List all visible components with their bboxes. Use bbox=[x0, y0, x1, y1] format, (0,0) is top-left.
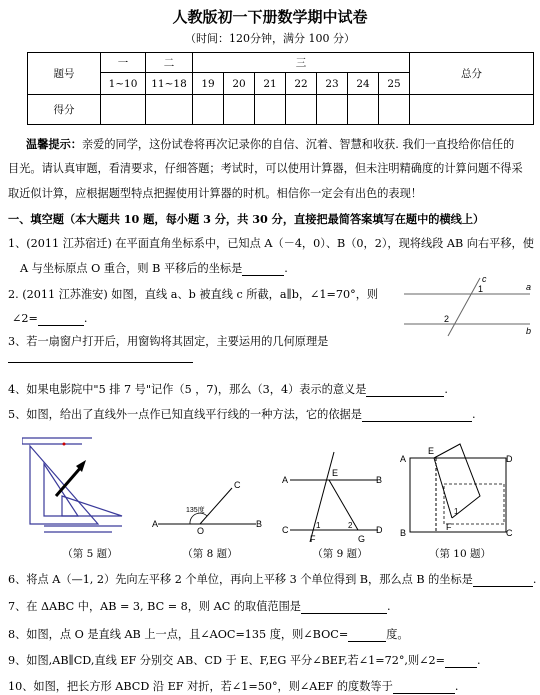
answer-blank-6[interactable] bbox=[473, 574, 533, 587]
label-C: C bbox=[506, 528, 513, 538]
row-label-number: 题号 bbox=[28, 53, 101, 95]
label-b: b bbox=[526, 326, 532, 336]
label-O: O bbox=[197, 526, 205, 534]
label-angle-1: 1 bbox=[478, 284, 484, 294]
answer-blank-1[interactable] bbox=[242, 263, 284, 276]
label-A: A bbox=[282, 475, 289, 485]
question-1-text: A 与坐标原点 O 重合，则 B 平移后的坐标是 bbox=[20, 262, 243, 275]
row-label-score: 得分 bbox=[28, 95, 101, 125]
label-A: A bbox=[152, 519, 159, 529]
score-cell[interactable] bbox=[286, 95, 317, 125]
label-E: E bbox=[428, 446, 435, 456]
label-D: D bbox=[506, 454, 513, 464]
question-8-end: 度。 bbox=[386, 628, 409, 641]
answer-blank-7[interactable] bbox=[301, 601, 387, 614]
section-heading: 一、填空题（本大题共 10 题，每小题 3 分，共 30 分，直接把最简答案填写在题中的横线上） bbox=[8, 212, 485, 226]
label-F: F bbox=[446, 522, 452, 532]
label-c: c bbox=[482, 276, 487, 284]
score-cell[interactable] bbox=[146, 95, 193, 125]
label-C: C bbox=[282, 525, 289, 535]
score-cell[interactable] bbox=[379, 95, 410, 125]
question-cell: 20 bbox=[224, 73, 255, 95]
score-cell[interactable] bbox=[101, 95, 146, 125]
figure-q8 bbox=[152, 478, 264, 534]
question-cell: 25 bbox=[379, 73, 410, 95]
question-1-line-1: 1、(2011 江苏宿迁) 在平面直角坐标系中，已知点 A（－4，0）、B（0，2），现将线段 AB 向右平移，使 bbox=[8, 237, 534, 250]
figure-q5 bbox=[22, 436, 140, 538]
label-F: F bbox=[310, 534, 316, 542]
answer-blank-10[interactable] bbox=[393, 681, 455, 694]
question-9-text: 9、如图,AB∥CD,直线 EF 分别交 AB、CD 于 E、F,EG 平分∠BEF,若∠1=72°,则∠2= bbox=[8, 654, 446, 667]
answer-blank-9[interactable] bbox=[445, 655, 477, 668]
question-5-text: 5、如图，给出了直线外一点作已知直线平行线的一种方法，它的依据是 bbox=[8, 408, 362, 421]
label-A: A bbox=[400, 454, 407, 464]
question-cell: 19 bbox=[193, 73, 224, 95]
label-angle-2: 2 bbox=[348, 521, 353, 530]
answer-blank-2[interactable] bbox=[38, 313, 84, 326]
label-angle-2: 2 bbox=[444, 314, 450, 324]
question-10-text: 10、如图，把长方形 ABCD 沿 EF 对折，若∠1=50°，则∠AEF 的度数等于 bbox=[8, 680, 393, 693]
tip-line-2: 目光。请认真审题，看清要求，仔细答题；考试时，可以使用计算器，但未注明精确度的计算问题不得采 bbox=[8, 162, 523, 175]
question-9-line: 9、如图,AB∥CD,直线 EF 分别交 AB、CD 于 E、F,EG 平分∠BEF,若∠1=72°,则∠2= . bbox=[8, 654, 481, 667]
fold-line-ef bbox=[434, 458, 452, 518]
question-cell: 23 bbox=[317, 73, 348, 95]
label-E: E bbox=[332, 468, 339, 478]
label-angle-1: 1 bbox=[454, 507, 459, 516]
page-title: 人教版初一下册数学期中试卷 bbox=[172, 8, 368, 26]
caption-figure-10: （第 10 题） bbox=[428, 548, 492, 560]
range-cell: 1~10 bbox=[101, 73, 146, 95]
score-cell[interactable] bbox=[410, 95, 534, 125]
answer-blank-4[interactable] bbox=[366, 384, 444, 397]
question-7-text: 7、在 ΔABC 中，AB = 3, BC = 8，则 AC 的取值范围是 bbox=[8, 600, 301, 613]
question-2-line-2: ∠2= . bbox=[12, 312, 88, 325]
label-135: 135度 bbox=[186, 507, 205, 514]
figure-q2 bbox=[398, 276, 538, 338]
question-cell: 22 bbox=[286, 73, 317, 95]
tip-line-1 bbox=[26, 137, 514, 152]
question-cell: 24 bbox=[348, 73, 379, 95]
question-10-line: 10、如图，把长方形 ABCD 沿 EF 对折，若∠1=50°，则∠AEF 的度数等于 . bbox=[8, 680, 459, 693]
group-three-header: 三 bbox=[193, 53, 410, 73]
caption-figure-5: （第 5 题） bbox=[62, 548, 118, 560]
question-8-text: 8、如图，点 O 是直线 AB 上一点，且∠AOC=135 度，则∠BOC= bbox=[8, 628, 349, 641]
question-6-text: 6、将点 A（—1, 2）先向左平移 2 个单位，再向上平移 3 个单位得到 B，那么点 B 的坐标是 bbox=[8, 573, 473, 586]
tip-label: 温馨提示： bbox=[26, 137, 82, 151]
caption-figure-9: （第 9 题） bbox=[312, 548, 368, 560]
ray-oc bbox=[200, 488, 232, 524]
question-8-line bbox=[8, 628, 409, 642]
exam-info: （时间：120分钟，满分 100 分） bbox=[185, 32, 355, 45]
label-angle-1: 1 bbox=[316, 521, 321, 530]
question-2-line-1: 2. (2011 江苏淮安) 如图，直线 a、b 被直线 c 所截，a∥b，∠1=70°，则 bbox=[8, 288, 379, 301]
question-4-line: 4、如果电影院中"5 排 7 号"记作（5 ，7)，那么（3，4）表示的意义是 . bbox=[8, 383, 448, 396]
rectangle-abcd bbox=[410, 458, 506, 532]
answer-blank-3[interactable] bbox=[8, 362, 193, 363]
score-table bbox=[27, 52, 534, 125]
line-c bbox=[448, 278, 480, 336]
question-7-line: 7、在 ΔABC 中，AB = 3, BC = 8，则 AC 的取值范围是 . bbox=[8, 600, 391, 613]
score-cell[interactable] bbox=[348, 95, 379, 125]
group-two-header: 二 bbox=[146, 53, 193, 73]
label-B: B bbox=[400, 528, 407, 538]
line-ef bbox=[310, 452, 334, 542]
question-5-line: 5、如图，给出了直线外一点作已知直线平行线的一种方法，它的依据是 . bbox=[8, 408, 476, 421]
tip-line-3: 取近似计算，应根据题型特点把握使用计算器的时机。相信你一定会有出色的表现！ bbox=[8, 187, 422, 200]
score-cell[interactable] bbox=[193, 95, 224, 125]
total-header: 总分 bbox=[410, 53, 534, 95]
label-a: a bbox=[526, 282, 532, 292]
score-cell[interactable] bbox=[317, 95, 348, 125]
label-B: B bbox=[376, 475, 383, 485]
question-1-line-2: A 与坐标原点 O 重合，则 B 平移后的坐标是 . bbox=[20, 262, 288, 275]
figure-q9 bbox=[282, 446, 384, 542]
question-3: 3、若一扇窗户打开后，用窗钩将其固定，主要运用的几何原理是 bbox=[8, 335, 329, 348]
label-D: D bbox=[376, 525, 383, 535]
label-G: G bbox=[358, 534, 366, 542]
question-2-text: ∠2= bbox=[12, 312, 38, 325]
figure-q10 bbox=[398, 440, 520, 542]
group-one-header: 一 bbox=[101, 53, 146, 73]
answer-blank-8[interactable] bbox=[348, 629, 386, 642]
question-4-text: 4、如果电影院中"5 排 7 号"记作（5 ，7)，那么（3，4）表示的意义是 bbox=[8, 383, 367, 396]
score-cell[interactable] bbox=[224, 95, 255, 125]
score-cell[interactable] bbox=[255, 95, 286, 125]
range-cell: 11~18 bbox=[146, 73, 193, 95]
tip-text-1: 亲爱的同学，这份试卷将再次记录你的自信、沉着、智慧和收获. 我们一直投给你信任的 bbox=[81, 138, 515, 151]
answer-blank-5[interactable] bbox=[362, 409, 472, 422]
question-cell: 21 bbox=[255, 73, 286, 95]
ray-eg bbox=[329, 480, 358, 530]
question-6-line: 6、将点 A（—1, 2）先向左平移 2 个单位，再向上平移 3 个单位得到 B，那么点 B 的坐标是 . bbox=[8, 573, 537, 586]
label-C: C bbox=[234, 480, 241, 490]
label-B: B bbox=[256, 519, 263, 529]
caption-figure-8: （第 8 题） bbox=[182, 548, 238, 560]
